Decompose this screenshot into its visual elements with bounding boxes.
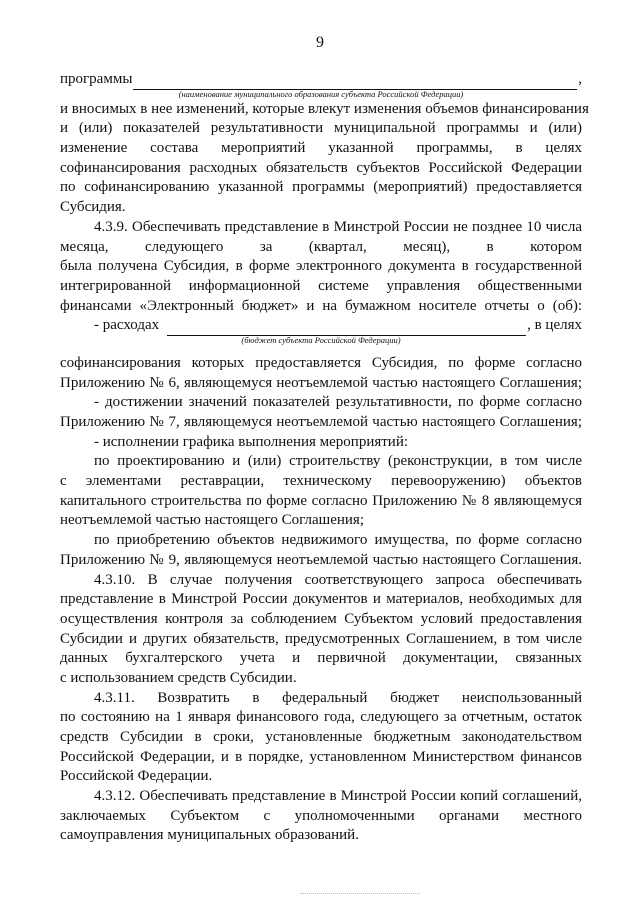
program-blank — [133, 75, 577, 90]
expenses-label: - расходах — [94, 317, 160, 334]
text-line: Субсидии и других обязательств, предусмотренных Соглашением, в том числе — [60, 630, 582, 647]
text-line: интегрированной информационной системе управления общественными — [60, 277, 582, 294]
expenses-blank — [167, 321, 526, 336]
text-line: Приложению № 6, являющемуся неотъемлемой частью настоящего Соглашения; — [60, 374, 582, 391]
text-line: по проектированию и (или) строительству (реконструкции, в том числе — [94, 453, 582, 470]
text-line: Субсидия. — [60, 199, 126, 216]
text-line: Российской Федерации. — [60, 768, 213, 785]
program-caption: (наименование муниципального образования субъекта Российской Федерации) — [178, 88, 464, 99]
text-line: Приложению № 9, являющемуся неотъемлемой частью настоящего Соглашения. — [60, 551, 582, 568]
program-label: программы — [60, 70, 133, 87]
text-line: софинансирования расходных обязательств субъектов Российской Федерации — [60, 159, 582, 176]
clause-4-3-11 — [60, 689, 582, 787]
text-line: 4.3.10. В случае получения соответствующего запроса обеспечивать — [94, 571, 582, 588]
program-fill-line — [60, 70, 582, 90]
text-line: 4.3.12. Обеспечивать представление в Минстрой России копий соглашений, — [94, 788, 582, 805]
scan-artifact — [300, 893, 420, 900]
expenses-fill-line — [60, 316, 582, 336]
text-line: и вносимых в нее изменений, которые влекут изменения объемов финансирования — [60, 100, 589, 117]
text-line: финансами «Электронный бюджет» и на бумажном носителе отчеты о (об): — [60, 297, 582, 314]
text-line: по приобретению объектов недвижимого имущества, по форме согласно — [94, 532, 582, 549]
document-body — [60, 70, 589, 846]
text-line: - достижении значений показателей результативности, по форме согласно — [94, 394, 582, 411]
text-line: по софинансированию указанной программы (мероприятий) предоставляется — [60, 179, 582, 196]
expenses-suffix: , в целях — [527, 317, 582, 334]
clause-4-3-10 — [60, 571, 582, 689]
text-line: данных бухгалтерского учета и первичной документации, связанных — [60, 650, 582, 667]
text-line: Приложению № 7, являющемуся неотъемлемой частью настоящего Соглашения; — [60, 414, 582, 430]
text-line: изменение состава мероприятий указанной программы, в целях — [60, 140, 582, 157]
text-line: софинансирования которых предоставляется Субсидия, по форме согласно — [60, 354, 582, 371]
text-line: осуществления контроля за соблюдением Субъектом условий предоставления — [60, 610, 582, 627]
text-line: средств Субсидии в сроки, установленные бюджетным законодательством — [60, 729, 582, 745]
paragraph-program-changes — [60, 100, 589, 218]
program-suffix: , — [578, 70, 582, 87]
text-line: и (или) показателей результативности муниципальной программы и (или) — [60, 120, 582, 137]
text-line: с элементами реставрации, техническому перевооружению) объектов — [60, 473, 582, 490]
text-line: 4.3.11. Возвратить в федеральный бюджет неиспользованный — [94, 689, 582, 706]
text-line: Российской Федерации, и в порядке, установленном Министерством финансов — [60, 748, 582, 765]
text-line: 4.3.9. Обеспечивать представление в Минстрой России не позднее 10 числа — [94, 218, 582, 235]
text-line: месяца, следующего за (квартал, месяц), в котором — [60, 238, 582, 255]
clause-4-3-9 — [60, 218, 582, 316]
text-line: по состоянию на 1 января финансового года, следующего за отчетным, остаток — [60, 709, 582, 726]
clause-4-3-9-continued — [60, 354, 582, 571]
text-line: неотъемлемой частью настоящего Соглашения; — [60, 512, 364, 529]
text-line: заключаемых Субъектом с уполномоченными органами местного — [60, 807, 582, 824]
text-line: представление в Минстрой России документов и материалов, необходимых для — [60, 591, 582, 608]
text-line: с использованием средств Субсидии. — [60, 669, 297, 686]
spacer — [60, 346, 582, 354]
expenses-caption: (бюджет субъекта Российской Федерации) — [241, 334, 401, 345]
page-number: 9 — [316, 34, 324, 51]
text-line: капитального строительства по форме согласно Приложению № 8 являющемуся — [60, 492, 582, 509]
text-line: самоуправления муниципальных образований. — [60, 827, 359, 844]
text-line: - исполнении графика выполнения мероприятий: — [94, 433, 409, 450]
text-line: была получена Субсидия, в форме электронного документа в государственной — [60, 258, 582, 275]
clause-4-3-12 — [60, 787, 582, 846]
